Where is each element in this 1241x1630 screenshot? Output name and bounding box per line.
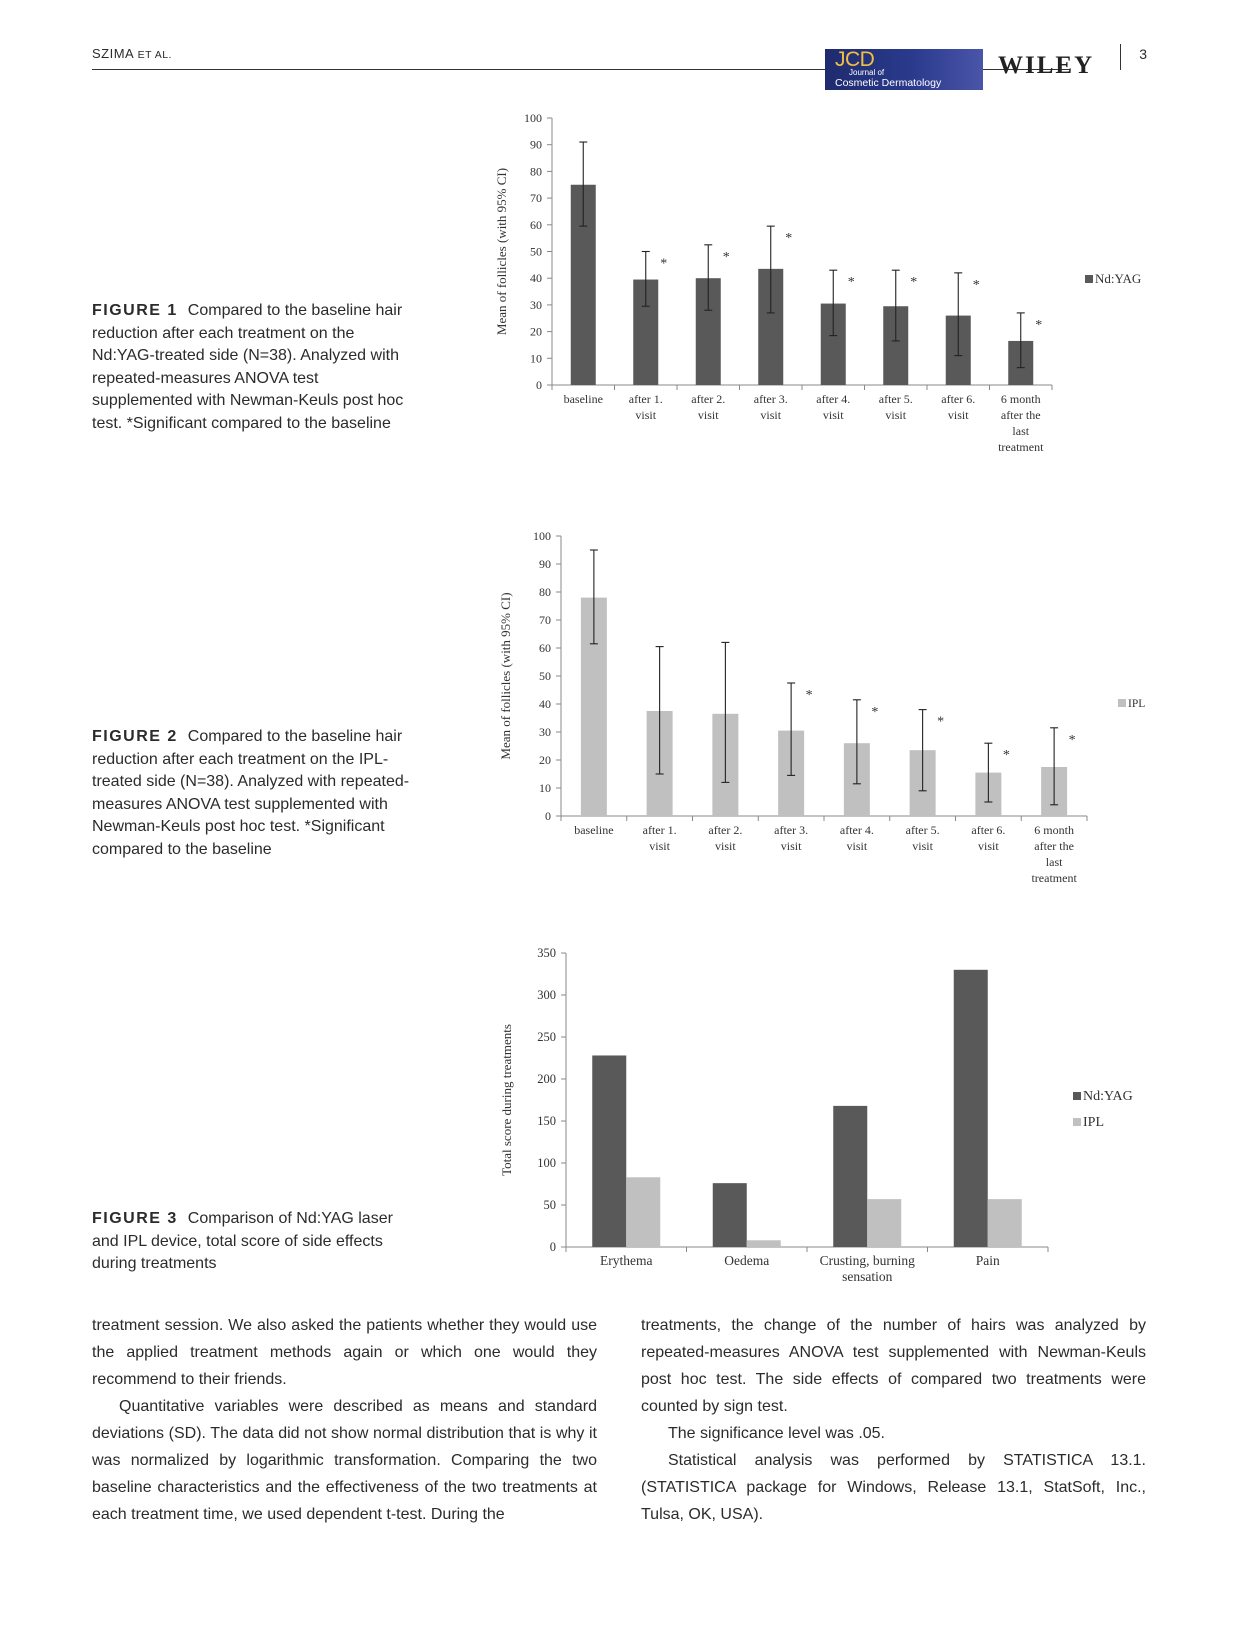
chart-2-category-label: after 5. — [905, 823, 940, 837]
chart-2-category-label: 6 month — [1034, 823, 1074, 837]
chart-2-significance-marker: * — [937, 714, 945, 730]
chart-2-category-label: visit — [715, 839, 736, 853]
chart-2-y-tick-label: 50 — [539, 669, 551, 683]
chart-2-category-label: after 1. — [642, 823, 677, 837]
body-paragraph: Quantitative variables were described as means and standard deviations (SD). The data did not show normal distribution that is why it was normalized by logarithmic transformation. Comparing the two baseline characteristics and the effectiveness of the two treatments at each treatment time, we used dependent t-test. During the — [92, 1398, 597, 1523]
chart-3-category-label: Crusting, burning — [819, 1253, 915, 1268]
chart-2-y-tick-label: 10 — [539, 781, 551, 795]
chart-1-category-label: after 4. — [816, 392, 851, 406]
chart-2-y-tick-label: 20 — [539, 753, 551, 767]
figure-2-text: Compared to the baseline hair reduction after each treatment on the IPL-treated side (N=38). Analyzed with repeated-measures ANOVA test supplemented with Newman-Keuls post hoc test. *Significant compared to the baseline — [92, 728, 410, 858]
chart-2-category-label: after the — [1034, 839, 1074, 853]
chart-2-significance-marker: * — [871, 704, 879, 720]
chart-3-y-axis-label: Total score during treatments — [499, 1024, 514, 1176]
chart-1-significance-marker: * — [910, 275, 918, 291]
chart-1-significance-marker: * — [785, 231, 793, 247]
body-paragraph: The significance level was .05. — [668, 1425, 885, 1442]
chart-2-category-label: after 4. — [839, 823, 874, 837]
chart-1-y-tick-label: 10 — [530, 351, 542, 366]
chart-2-category-label: after 6. — [971, 823, 1006, 837]
chart-3-legend-label: Nd:YAG — [1083, 1089, 1133, 1104]
chart-3-y-tick-label: 150 — [537, 1114, 556, 1128]
chart-2-y-tick-label: 30 — [539, 725, 551, 739]
chart-2-y-tick-label: 70 — [539, 613, 551, 627]
chart-2-category-label: treatment — [1031, 871, 1077, 885]
chart-2-category-label: visit — [649, 839, 670, 853]
body-column-left — [92, 1312, 597, 1528]
chart-3-bar — [713, 1183, 747, 1247]
chart-1-category-label: visit — [635, 408, 657, 422]
running-author: SZIMA ET AL. — [92, 46, 172, 61]
chart-2-category-label: visit — [846, 839, 868, 853]
chart-1-category-label: visit — [697, 408, 719, 422]
chart-2-category-label: visit — [978, 839, 999, 853]
chart-3-category-label: Pain — [975, 1253, 1000, 1268]
chart-1-category-label: visit — [822, 408, 844, 422]
chart-3-bar — [988, 1199, 1022, 1247]
chart-3-bar — [954, 970, 988, 1247]
chart-2-y-tick-label: 90 — [539, 557, 551, 571]
chart-1-category-label: visit — [947, 408, 969, 422]
chart-3-legend-swatch — [1073, 1118, 1081, 1126]
chart-1-y-tick-label: 90 — [530, 137, 542, 152]
chart-1-legend-swatch — [1085, 275, 1093, 283]
body-paragraph: Statistical analysis was performed by STATISTICA 13.1. (STATISTICA package for Windows, Release 13.1, StatSoft, Inc., Tulsa, OK, USA). — [641, 1452, 1146, 1523]
chart-1-y-tick-label: 40 — [530, 271, 542, 286]
chart-2-y-tick-label: 60 — [539, 641, 551, 655]
chart-1-significance-marker: * — [722, 249, 730, 265]
page-number: 3 — [1139, 46, 1147, 62]
chart-1-significance-marker: * — [847, 275, 855, 291]
chart-2-category-label: last — [1045, 855, 1063, 869]
journal-logo-line2: Cosmetic Dermatology — [835, 77, 942, 89]
chart-1-significance-marker: * — [1035, 317, 1043, 333]
chart-3-bar — [833, 1106, 867, 1247]
chart-1-y-tick-label: 0 — [536, 378, 542, 392]
chart-2-y-tick-label: 0 — [545, 809, 551, 823]
chart-1-y-tick-label: 60 — [530, 217, 542, 232]
chart-2-y-tick-label: 100 — [533, 529, 551, 543]
figure-1-label: FIGURE 1 — [92, 302, 178, 319]
chart-1-category-label: last — [1012, 424, 1030, 438]
chart-3-y-tick-label: 200 — [537, 1072, 556, 1086]
chart-1-y-tick-label: 50 — [530, 244, 542, 259]
chart-1-significance-marker: * — [972, 277, 980, 293]
chart-3-legend-label: IPL — [1083, 1115, 1104, 1130]
chart-3-legend-swatch — [1073, 1092, 1081, 1100]
chart-1-category-label: after the — [1000, 408, 1041, 422]
chart-1-y-tick-label: 80 — [530, 164, 542, 179]
chart-2-y-tick-label: 40 — [539, 697, 551, 711]
chart-1-category-label: after 2. — [691, 392, 726, 406]
chart-2-category-label: baseline — [574, 823, 614, 837]
chart-3-bar — [747, 1240, 781, 1247]
chart-1-category-label: after 1. — [628, 392, 663, 406]
chart-2-significance-marker: * — [1002, 748, 1010, 764]
journal-logo-initials: JCD — [835, 48, 875, 71]
chart-1-y-tick-label: 70 — [530, 191, 542, 206]
chart-1-category-label: baseline — [563, 392, 603, 406]
chart-1-y-tick-label: 20 — [530, 324, 542, 339]
body-column-right — [641, 1312, 1146, 1528]
figure-1-text: Compared to the baseline hair reduction after each treatment on the Nd:YAG-treated side (N=38). Analyzed with repeated-measures ANOVA test supplemented with Newman-Keuls post hoc test. *Significant compared to the baseline — [92, 302, 404, 432]
chart-2-category-label: after 2. — [708, 823, 743, 837]
chart-3-y-tick-label: 350 — [537, 946, 556, 960]
chart-3-y-tick-label: 50 — [543, 1198, 556, 1212]
chart-1-y-tick-label: 30 — [530, 297, 542, 312]
chart-2-category-label: visit — [780, 839, 802, 853]
chart-2-category-label: visit — [912, 839, 933, 853]
chart-3-bar — [592, 1055, 626, 1247]
chart-1-category-label: visit — [760, 408, 782, 422]
chart-3-category-label: Oedema — [724, 1253, 770, 1268]
chart-2-legend-label: IPL — [1128, 698, 1146, 710]
chart-3-y-tick-label: 100 — [537, 1156, 556, 1170]
figure-2-label: FIGURE 2 — [92, 728, 178, 745]
chart-1-significance-marker: * — [660, 256, 668, 272]
figure-3-text: Comparison of Nd:YAG laser and IPL device, total score of side effects during treatments — [92, 1210, 393, 1272]
chart-1-category-label: visit — [885, 408, 907, 422]
chart-3-y-tick-label: 0 — [549, 1240, 556, 1254]
body-paragraph: treatments, the change of the number of hairs was analyzed by repeated-measures ANOVA test supplemented with Newman-Keuls post hoc test. The side effects of compared two treatments were counted by sign test. — [641, 1317, 1146, 1415]
journal-logo-line1: Journal of — [849, 68, 885, 77]
chart-1-category-label: treatment — [998, 440, 1044, 454]
chart-1-y-tick-label: 100 — [524, 111, 542, 125]
chart-3-bar — [867, 1199, 901, 1247]
chart-1-y-axis-label: Mean of follicles (with 95% CI) — [494, 167, 509, 336]
chart-1-legend-label: Nd:YAG — [1095, 271, 1142, 286]
chart-3-bar — [626, 1177, 660, 1247]
chart-1-category-label: after 5. — [878, 392, 913, 406]
chart-3-y-tick-label: 300 — [537, 988, 556, 1002]
chart-3-category-label: sensation — [842, 1269, 893, 1284]
chart-2-y-axis-label: Mean of follicles (with 95% CI) — [498, 592, 513, 760]
chart-2-significance-marker: * — [805, 688, 813, 703]
chart-3-y-tick-label: 250 — [537, 1030, 556, 1044]
figure-3-label: FIGURE 3 — [92, 1210, 178, 1227]
chart-1-category-label: 6 month — [1000, 392, 1041, 406]
body-paragraph: treatment session. We also asked the patients whether they would use the applied treatment methods again or which one would they recommend to their friends. — [92, 1317, 597, 1388]
chart-2-legend-swatch — [1118, 699, 1126, 707]
chart-1-category-label: after 6. — [941, 392, 976, 406]
chart-3-category-label: Erythema — [600, 1253, 653, 1268]
publisher-logo: WILEY — [998, 52, 1095, 79]
chart-2-y-tick-label: 80 — [539, 585, 551, 599]
chart-2-significance-marker: * — [1068, 732, 1076, 748]
chart-1-category-label: after 3. — [753, 392, 788, 406]
chart-2-category-label: after 3. — [774, 823, 809, 837]
